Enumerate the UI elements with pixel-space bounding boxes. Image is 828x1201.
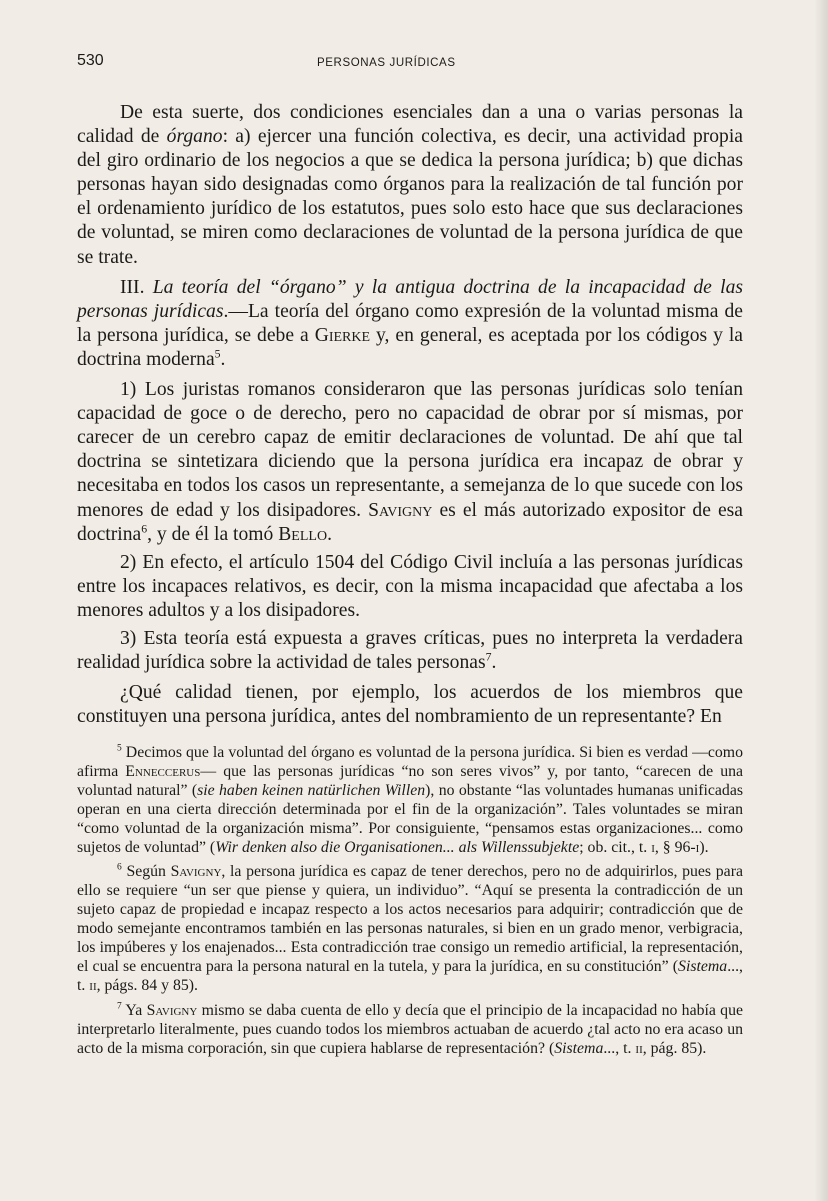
- author-name: Savigny: [368, 499, 433, 521]
- paragraph-question: ¿Qué calidad tienen, por ejemplo, los acuerdos de los miembros que constituyen una persona jurídica, antes del nombramiento de un representante? En: [77, 682, 743, 728]
- main-text: [77, 101, 743, 735]
- paragraph-section-iii: III. La teoría del “órgano” y la antigua doctrina de la incapacidad de las personas jurídicas.—La teoría del órgano como expresión de la voluntad misma de la persona jurídica, se debe a Gierke y, en general, es aceptada por los códigos y la doctrina moderna$^5$.: [77, 276, 744, 370]
- footnote-7: $^7$ Ya Savigny mismo se daba cuenta de ello y decía que el principio de la incapacidad no había que interpretarlo literalmente, pues cuando todos los miembros actuaban de acuerdo ¿tal acto no era acaso un acto de la misma corporación, sin que cupiera hablarse de representación? (Sistema..., t. ii, pág. 85).: [77, 1001, 743, 1057]
- emphasis-organo: órgano: [166, 126, 223, 148]
- footnote-ref-6: 6: [141, 522, 148, 536]
- footnote-number: 7: [117, 1001, 122, 1012]
- author-name: Gierke: [314, 324, 371, 346]
- author-name: Bello: [278, 523, 328, 545]
- paragraph-point-2: 2) En efecto, el artículo 1504 del Código Civil incluía a las personas jurídicas entre los incapaces relativos, es decir, con la misma incapacidad que afectaba a los menores adultos y a los disipadores.: [77, 551, 743, 621]
- author-name: Enneccerus: [125, 762, 201, 780]
- section-heading: La teoría del “órgano” y la antigua doctrina de la incapacidad de las personas jurídicas: [77, 276, 743, 322]
- page-edge-shadow: [814, 0, 828, 1201]
- paragraph-point-3: 3) Esta teoría está expuesta a graves críticas, pues no interpreta la verdadera realidad jurídica sobre la actividad de tales personas$^7$.: [77, 627, 743, 674]
- footnote-5: $^5$ Decimos que la voluntad del órgano es voluntad de la persona jurídica. Si bien es verdad —como afirma Enneccerus— que las personas jurídicas “no son seres vivos” y, por tanto, “carecen de una voluntad natural” (sie haben keinen natürlichen Willen), no obstante “las voluntades humanas unificadas operan en una cierta dirección determinada por el fin de la organización”. Tales voluntades se miran “como voluntad de la organización misma”. Por consiguiente, “pensamos estas organizaciones... como sujetos de voluntad” (Wir denken also die Organisationen... als Willenssubjekte; ob. cit., t. i, § 96-i).: [77, 743, 744, 856]
- author-name: Savigny: [170, 863, 222, 881]
- footnote-number: 6: [117, 863, 122, 874]
- footnotes: [77, 744, 743, 1059]
- page-header: [77, 52, 747, 72]
- footnote-6: $^6$ Según Savigny, la persona jurídica es capaz de tener derechos, pero no de adquirirlos, pues para ello se requiere “un ser que piense y quiera, un individuo”. “Aquí se presenta la contradicción de un sujeto capaz de propiedad e incapaz respecto a los actos necesarios para adquirir; contradicción que de modo semejante encontramos también en las personas naturales, si bien en un grado menor, verbigracia, los impúberes y los enajenados... Esta contradicción trae consigo un remedio artificial, la representación, el cual se encuentra para la persona natural en la tutela, y para la jurídica, en su constitución” (Sistema..., t. ii, págs. 84 y 85).: [77, 863, 743, 994]
- page-number: 530: [77, 52, 104, 69]
- running-title: PERSONAS JURÍDICAS: [317, 57, 456, 69]
- paragraph-organo-conditions: De esta suerte, dos condiciones esenciales dan a una o varias personas la calidad de órgano: a) ejercer una función colectiva, es decir, una actividad propia del giro ordinario de los negocios a que se dedica la persona jurídica; b) que dichas personas hayan sido designadas como órganos para la realización de tal función por el ordenamiento jurídico de los estatutos, pues solo esto hace que sus declaraciones de voluntad, se miren como declaraciones de voluntad de la persona jurídica de que se trate.: [77, 102, 743, 268]
- footnote-number: 5: [117, 743, 122, 754]
- footnote-ref-7: 7: [485, 650, 492, 664]
- footnote-ref-5: 5: [214, 347, 221, 361]
- author-name: Savigny: [146, 1001, 198, 1019]
- paragraph-point-1: 1) Los juristas romanos consideraron que las personas jurídicas solo tenían capacidad de goce o de derecho, pero no capacidad de obrar por sí mismas, por carecer de un cerebro capaz de emitir declaraciones de voluntad. De ahí que tal doctrina se sintetizara diciendo que la persona jurídica era incapaz de obrar y necesitaba en todos los casos un representante, a semejanza de lo que sucede con los menores de edad y los disipadores. Savigny es el más autorizado expositor de esa doctrina$^6$, y de él la tomó Bello.: [77, 379, 744, 545]
